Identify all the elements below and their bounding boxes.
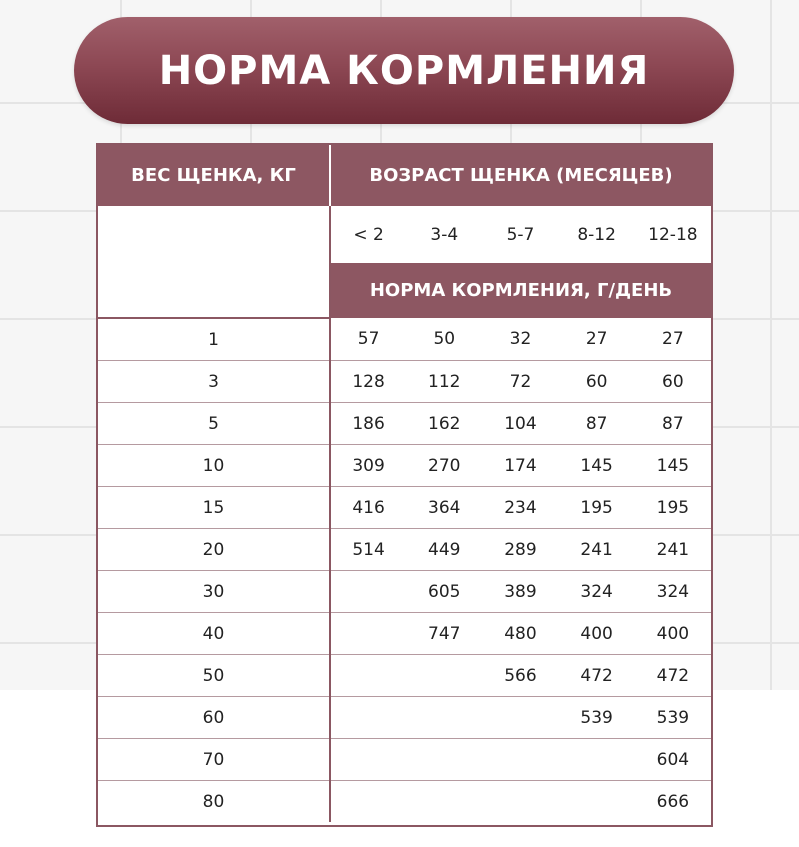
value-cell: 128 xyxy=(330,361,406,403)
value-cell: 666 xyxy=(656,791,690,812)
value-cell: 514 xyxy=(330,529,406,571)
table-row xyxy=(98,655,711,697)
value-cell: 539 xyxy=(559,697,635,739)
value-cell: 324 xyxy=(635,571,711,613)
value-cell: 270 xyxy=(406,445,482,487)
value-cell: 472 xyxy=(635,655,711,697)
weight-cell: 50 xyxy=(98,655,330,697)
value-cell: 309 xyxy=(330,445,406,487)
age-row xyxy=(98,206,711,263)
value-cell: 87 xyxy=(635,403,711,445)
value-cell: 27 xyxy=(559,318,635,361)
table-row xyxy=(98,781,711,823)
feeding-table-container xyxy=(96,143,713,827)
feeding-table xyxy=(98,145,711,822)
value-cell xyxy=(406,781,482,823)
value-cell: 449 xyxy=(406,529,482,571)
value-cell: 186 xyxy=(330,403,406,445)
title-banner xyxy=(74,17,734,124)
value-cell: 480 xyxy=(482,613,558,655)
age-label: 8-12 xyxy=(577,224,616,245)
value-cell: 112 xyxy=(406,361,482,403)
value-cell xyxy=(482,697,558,739)
weight-cell: 15 xyxy=(98,487,330,529)
value-cell xyxy=(330,739,406,781)
value-cell: 32 xyxy=(482,318,558,361)
value-cell: 416 xyxy=(330,487,406,529)
value-cell: 195 xyxy=(559,487,635,529)
age-label: < 2 xyxy=(353,224,384,245)
weight-cell: 1 xyxy=(98,318,330,361)
table-row xyxy=(98,403,711,445)
weight-cell: 70 xyxy=(98,739,330,781)
value-cell: 241 xyxy=(635,529,711,571)
value-cell: 400 xyxy=(559,613,635,655)
value-cell: 72 xyxy=(482,361,558,403)
value-cell: 57 xyxy=(330,318,406,361)
value-cell xyxy=(406,697,482,739)
value-cell: 145 xyxy=(559,445,635,487)
table-row xyxy=(98,487,711,529)
value-cell: 605 xyxy=(406,571,482,613)
value-cell: 27 xyxy=(635,318,711,361)
value-cell: 389 xyxy=(482,571,558,613)
value-cell xyxy=(330,571,406,613)
weight-cell: 5 xyxy=(98,403,330,445)
value-cell xyxy=(330,697,406,739)
table-row xyxy=(98,739,711,781)
table-row xyxy=(98,318,711,361)
value-cell: 324 xyxy=(559,571,635,613)
weight-cell: 10 xyxy=(98,445,330,487)
value-cell xyxy=(406,655,482,697)
table-row xyxy=(98,361,711,403)
value-cell: 60 xyxy=(559,361,635,403)
value-cell: 364 xyxy=(406,487,482,529)
value-cell: 539 xyxy=(635,697,711,739)
value-cell: 104 xyxy=(482,403,558,445)
value-cell: 234 xyxy=(482,487,558,529)
age-label: 5-7 xyxy=(506,224,535,245)
value-cell: 50 xyxy=(406,318,482,361)
value-cell: 400 xyxy=(635,613,711,655)
age-header: ВОЗРАСТ ЩЕНКА (МЕСЯЦЕВ) xyxy=(330,145,711,206)
value-cell: 566 xyxy=(482,655,558,697)
value-cell xyxy=(482,739,558,781)
weight-cell: 60 xyxy=(98,697,330,739)
value-cell xyxy=(559,781,635,823)
value-cell xyxy=(330,655,406,697)
weight-cell: 30 xyxy=(98,571,330,613)
age-label: 3-4 xyxy=(430,224,459,245)
weight-cell: 3 xyxy=(98,361,330,403)
table-row xyxy=(98,445,711,487)
value-cell: 289 xyxy=(482,529,558,571)
empty-cell xyxy=(98,206,330,318)
value-cell: 174 xyxy=(482,445,558,487)
table-row xyxy=(98,571,711,613)
value-cell: 162 xyxy=(406,403,482,445)
value-cell: 472 xyxy=(559,655,635,697)
weight-cell: 40 xyxy=(98,613,330,655)
table-row xyxy=(98,697,711,739)
value-cell: 747 xyxy=(406,613,482,655)
page-title: НОРМА КОРМЛЕНИЯ xyxy=(158,47,650,94)
header-row xyxy=(98,145,711,206)
value-cell xyxy=(406,739,482,781)
value-cell xyxy=(559,739,635,781)
value-cell xyxy=(482,781,558,823)
weight-header: ВЕС ЩЕНКА, КГ xyxy=(98,145,330,206)
table-row xyxy=(98,613,711,655)
age-label: 12-18 xyxy=(648,224,698,245)
value-cell: 241 xyxy=(559,529,635,571)
value-cell: 87 xyxy=(559,403,635,445)
weight-cell: 80 xyxy=(98,781,330,823)
value-cell: 145 xyxy=(635,445,711,487)
value-cell xyxy=(330,781,406,823)
value-cell: 604 xyxy=(635,739,711,781)
table-row xyxy=(98,529,711,571)
value-cell: 60 xyxy=(635,361,711,403)
value-cell: 195 xyxy=(635,487,711,529)
weight-cell: 20 xyxy=(98,529,330,571)
norm-header: НОРМА КОРМЛЕНИЯ, Г/ДЕНЬ xyxy=(330,263,711,318)
value-cell xyxy=(330,613,406,655)
